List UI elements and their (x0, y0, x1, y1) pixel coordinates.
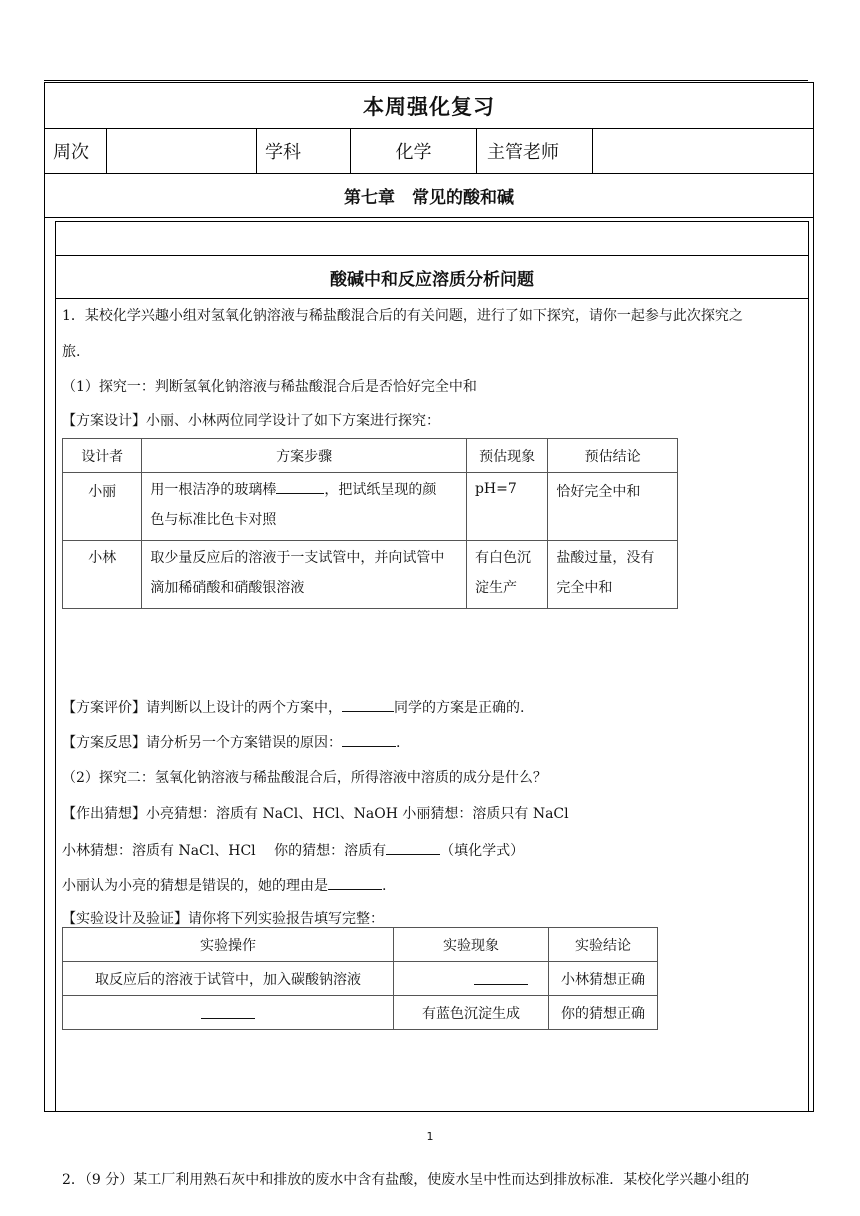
fill-blank[interactable] (276, 478, 324, 494)
q1-intro-line2: 旅. (62, 344, 81, 360)
q1-part1: （1）探究一：判断氢氧化钠溶液与稀盐酸混合后是否恰好完全中和 (62, 379, 477, 395)
experiment-table (62, 927, 658, 1030)
phenomenon-cell: pH=7 (466, 473, 547, 541)
designer-cell: 小林 (63, 541, 142, 609)
q1-verify: 【实验设计及验证】请你将下列实验报告填写完整： (62, 911, 384, 927)
section-title-row (56, 256, 808, 299)
operation-cell (63, 996, 394, 1030)
subject-label: 学科 (257, 129, 351, 173)
fill-blank[interactable] (328, 874, 382, 890)
reflection-text: 【方案反思】请分析另一个方案错误的原因： (62, 735, 342, 751)
blank-row (56, 222, 808, 256)
chapter-row (45, 174, 813, 218)
experiment-table-header (63, 928, 658, 962)
exp-header-operation: 实验操作 (63, 928, 394, 962)
step-text: 色与标准比色卡对照 (150, 512, 277, 528)
conclusion-text: 完全中和 (556, 580, 613, 596)
reason-text: 小丽认为小亮的猜想是错误的，她的理由是 (62, 878, 328, 894)
page-title: 本周强化复习 (363, 94, 495, 119)
operation-cell: 取反应后的溶液于试管中，加入碳酸钠溶液 (63, 962, 394, 996)
title-row (45, 83, 813, 129)
fill-blank[interactable] (386, 839, 440, 855)
designer-cell: 小丽 (63, 473, 142, 541)
plan-header-designer: 设计者 (63, 439, 142, 473)
q2-intro: 2．（9 分）某工厂利用熟石灰中和排放的废水中含有盐酸，使废水呈中性而达到排放标准．某校化学兴趣小组的 (62, 1172, 750, 1188)
page-number: 1 (426, 1130, 434, 1143)
fill-blank[interactable] (201, 1003, 255, 1019)
reflection-text: . (396, 735, 401, 751)
q1-guess-line1: 【作出猜想】小亮猜想：溶质有 NaCl、HCl、NaOH 小丽猜想：溶质只有 NaCl (62, 806, 569, 822)
review-sheet (44, 82, 814, 1188)
conclusion-cell (548, 541, 678, 609)
steps-cell (142, 473, 467, 541)
q1-intro-line1: 1．某校化学兴趣小组对氢氧化钠溶液与稀盐酸混合后的有关问题，进行了如下探究，请你一起参与此次探究之 (62, 308, 743, 324)
fill-blank[interactable] (342, 696, 394, 712)
step-text: 滴加稀硝酸和硝酸银溶液 (150, 580, 305, 596)
plan-table-header (63, 439, 678, 473)
table-row (63, 962, 658, 996)
phenomenon-text: 有白色沉 (474, 550, 531, 566)
q1-part2: （2）探究二：氢氧化钠溶液与稀盐酸混合后，所得溶液中溶质的成分是什么？ (62, 770, 547, 786)
fill-blank[interactable] (342, 731, 396, 747)
week-value (107, 129, 257, 173)
content-frame (55, 221, 809, 1188)
teacher-label: 主管老师 (477, 129, 593, 173)
q1-reason (62, 874, 386, 896)
step-text: 取少量反应后的溶液于一支试管中，并向试管中 (150, 550, 445, 566)
conclusion-text: 盐酸过量，没有 (556, 550, 655, 566)
reason-text: . (382, 878, 387, 894)
table-row (63, 996, 658, 1030)
conclusion-cell: 你的猜想正确 (549, 996, 658, 1030)
week-label: 周次 (45, 129, 107, 173)
phenomenon-cell (394, 962, 549, 996)
guess-text: 小林猜想：溶质有 NaCl、HCl 你的猜想：溶质有 (62, 843, 387, 859)
plan-header-steps: 方案步骤 (142, 439, 467, 473)
exp-header-phenomenon: 实验现象 (394, 928, 549, 962)
info-row (45, 129, 813, 174)
q1-guess-line2 (62, 839, 524, 861)
q1-evaluation (62, 696, 524, 718)
evaluation-text: 同学的方案是正确的. (394, 700, 525, 716)
phenomenon-cell (466, 541, 547, 609)
conclusion-cell: 小林猜想正确 (549, 962, 658, 996)
q1-reflection (62, 731, 400, 753)
phenomenon-text: 淀生产 (474, 580, 517, 596)
q1-design: 【方案设计】小丽、小林两位同学设计了如下方案进行探究： (62, 413, 440, 429)
plan-header-phenomenon: 预估现象 (466, 439, 547, 473)
chapter-title: 第七章 常见的酸和碱 (344, 188, 514, 208)
page-top-rule (44, 80, 808, 81)
teacher-value (593, 129, 813, 173)
step-text: ，把试纸呈现的颜 (324, 482, 437, 498)
conclusion-cell: 恰好完全中和 (548, 473, 678, 541)
subject-value: 化学 (351, 129, 477, 173)
section-title: 酸碱中和反应溶质分析问题 (330, 269, 534, 290)
phenomenon-cell: 有蓝色沉淀生成 (394, 996, 549, 1030)
steps-cell (142, 541, 467, 609)
fill-blank[interactable] (474, 969, 528, 985)
guess-text: （填化学式） (440, 843, 525, 859)
step-text: 用一根洁净的玻璃棒 (150, 482, 277, 498)
table-row (63, 541, 678, 609)
plan-table (62, 438, 678, 609)
evaluation-text: 【方案评价】请判断以上设计的两个方案中， (62, 700, 342, 716)
exp-header-conclusion: 实验结论 (549, 928, 658, 962)
table-row (63, 473, 678, 541)
plan-header-conclusion: 预估结论 (548, 439, 678, 473)
